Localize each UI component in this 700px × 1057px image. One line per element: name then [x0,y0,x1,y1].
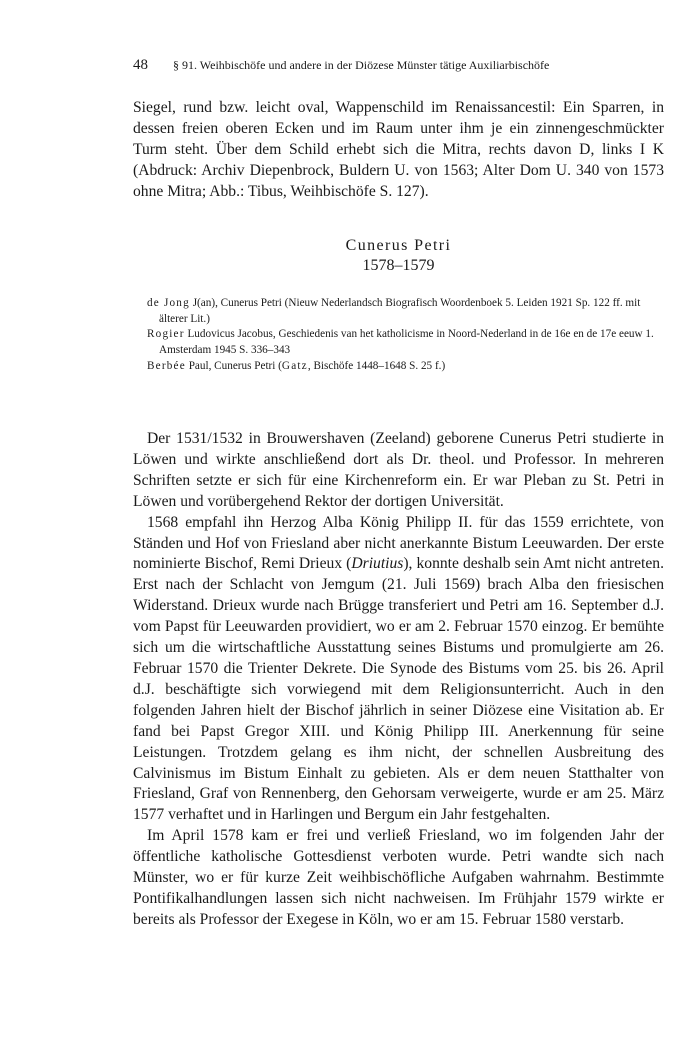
body-paragraph [133,513,664,827]
reference-text: J(an), Cunerus Petri (Nieuw Nederlandsch Biografisch Woordenboek 5. Leiden 1921 Sp. 122 ff. mit älterer Lit.) [159,297,641,325]
reference-item [147,327,667,358]
section-heading [133,236,664,276]
reference-author: Rogier [147,328,185,341]
reference-author: de Jong [147,297,190,309]
body-paragraph [133,826,664,931]
section-dates: 1578–1579 [362,257,435,274]
reference-text: Paul, Cunerus Petri ( [185,359,282,372]
page-number: 48 [133,57,148,73]
paragraph-text: Im April 1578 kam er frei und verließ Friesland, wo im folgenden Jahr der öffentliche katholische Gottesdienst verboten wurde. Petri wandte sich nach Münster, wo er für kurze Zeit weihbischöfliche Aufgaben wahrnahm. Bestimmte Pontifikalhandlungen lassen sich nicht nachweisen. Im Frühjahr 1579 wirkte er bereits als Professor der Exegese in Köln, wo er am 15. Februar 1580 verstarb. [133,827,664,928]
reference-text-tail: , Bischöfe 1448–1648 S. 25 f.) [307,359,446,372]
paragraph-text: ), konnte deshalb sein Amt nicht antreten. Erst nach der Schlacht von Jemgum (21. Juli 1569) brach Alba den friesischen Widerstand. Drieux wurde nach Brügge transferiert und Petri am 16. September d.J. vom Papst für Leeuwarden providiert, wo er am 2. Februar 1570 einzog. Er bemühte sich um die wirtschaftliche Ausstattung seines Bistums und promulgierte am 26. Februar 1570 die Trienter Dekrete. Die Synode des Bistums vom 25. bis 26. April d.J. beschäftigte sich vorwiegend mit dem Religionsunterricht. Auch in den folgenden Jahren hielt der Bischof jährlich in seiner Diözese eine Visitation ab. Er fand bei Papst Gregor XIII. und König Philipp III. Anerkennung für seine Leistungen. Trotzdem gelang es ihm nicht, der schnellen Ausbreitung des Calvinismus im Bistum Einhalt zu gebieten. Als er dem neuen Statthalter von Friesland, Graf von Rennenberg, den Gehorsam verweigerte, wurde er am 25. März 1577 verhaftet und in Harlingen und Bergum ein Jahr festgehalten. [133,555,664,824]
body-paragraph [133,429,664,513]
paragraph-text: 1568 empfahl ihn Herzog Alba König Philipp II. für das 1559 errichtete, von Ständen und Hof von Friesland aber nicht anerkannte Bistum Leeuwarden. Der erste nominierte Bischof, Remi Drieux ( [133,513,664,573]
body-text [133,429,664,931]
italic-name: Driutius [351,555,404,573]
reference-text: Ludovicus Jacobus, Geschiedenis van het katholicisme in Noord-Nederland in de 16e en de 17e eeuw 1. Amsterdam 1945 S. 336–343 [159,328,654,357]
reference-author-secondary: Gatz [281,359,308,372]
reference-item [147,296,667,327]
paragraph-text: Der 1531/1532 in Brouwershaven (Zeeland) geborene Cunerus Petri studierte in Löwen und wirkte anschließend dort als Dr. theol. und Professor. In mehreren Schriften setzte er sich für eine Kirchenreform ein. Er war Pleban zu St. Petri in Löwen und vorübergehend Rektor der dortigen Universität. [133,430,664,510]
section-name: Cunerus Petri [345,237,452,254]
reference-list [147,296,667,375]
running-title: § 91. Weihbischöfe und andere in der Diözese Münster tätige Auxiliarbischöfe [173,58,550,72]
running-header [133,57,673,73]
reference-item [147,359,667,375]
reference-author: Berbée [147,359,186,372]
intro-paragraph: Siegel, rund bzw. leicht oval, Wappenschild im Renaissancestil: Ein Sparren, in dessen freien oberen Ecken und im Raum unter ihm je ein zinnengeschmückter Turm steht. Über dem Schild erhebt sich die Mitra, rechts davon D, links I K (Abdruck: Archiv Diepenbrock, Buldern U. von 1563; Alter Dom U. 340 von 1573 ohne Mitra; Abb.: Tibus, Weihbischöfe S. 127). [133,99,664,200]
intro-paragraph-block [133,98,664,203]
